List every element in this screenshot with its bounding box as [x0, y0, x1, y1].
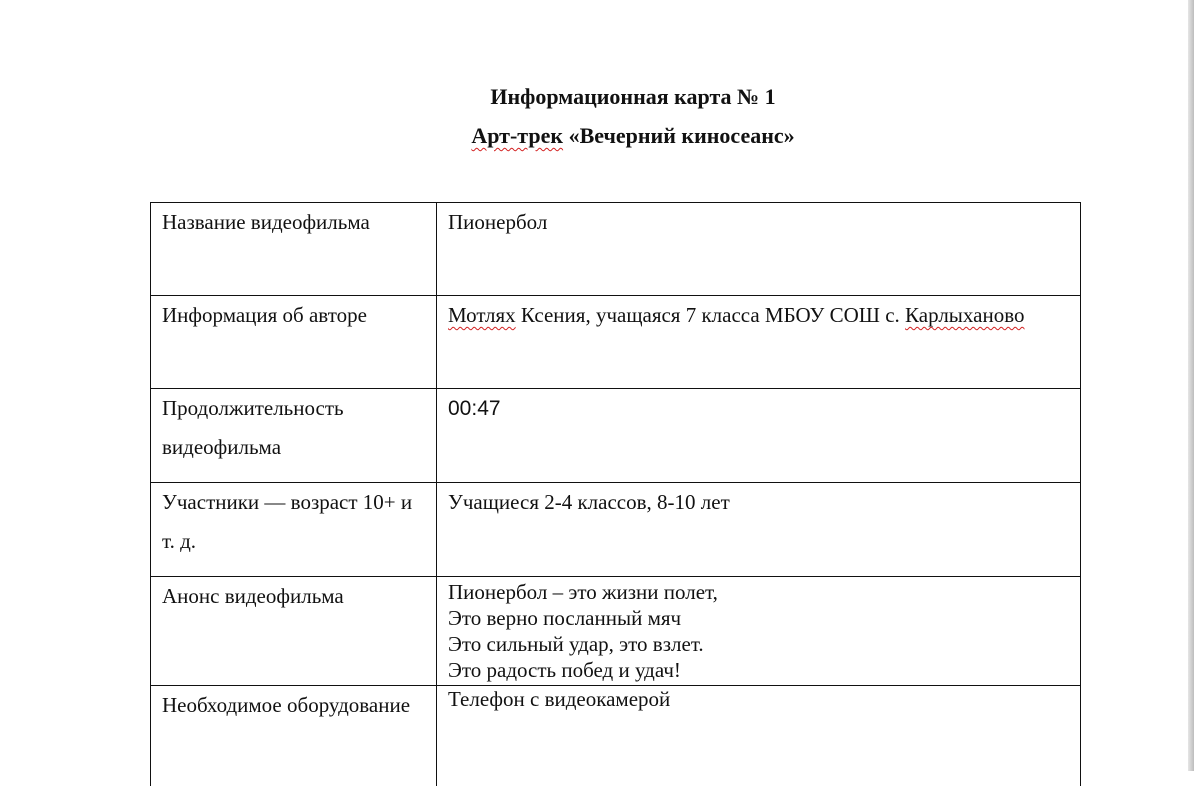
row-label: Участники — возраст 10+ и т. д. [151, 483, 437, 577]
table-row [151, 389, 1081, 483]
row-label: Необходимое оборудование [151, 686, 437, 786]
announce-line: Это верно посланный мяч [448, 605, 1070, 631]
row-value [437, 296, 1081, 389]
row-value: Телефон с видеокамерой [437, 686, 1081, 786]
announce-line: Это радость побед и удач! [448, 657, 1070, 683]
spellcheck-word: Карлыханово [905, 303, 1024, 327]
subtitle-text: «Вечерний киносеанс» [563, 123, 795, 148]
announce-line: Это сильный удар, это взлет. [448, 631, 1070, 657]
announce-line: Пионербол – это жизни полет, [448, 579, 1070, 605]
row-label: Информация об автоpе [151, 296, 437, 389]
table-row [151, 203, 1081, 296]
document-title: Информационная карта № 1 [0, 84, 1194, 110]
value-text: Ксения, учащаяся 7 класса МБОУ СОШ с. [516, 303, 905, 327]
row-value [437, 577, 1081, 686]
spellcheck-word: Арт-трек [471, 123, 563, 148]
row-value: Учащиеся 2-4 классов, 8-10 лет [437, 483, 1081, 577]
document-subtitle [0, 123, 1194, 149]
row-value: Пионербол [437, 203, 1081, 296]
table-row [151, 483, 1081, 577]
row-label: Продолжительность видеофильма [151, 389, 437, 483]
spellcheck-word: Мотлях [448, 303, 516, 327]
row-label: Название видеофильма [151, 203, 437, 296]
row-value: 00:47 [437, 389, 1081, 483]
page-edge-shadow [1188, 0, 1194, 771]
table-row [151, 577, 1081, 686]
row-label: Анонс видеофильма [151, 577, 437, 686]
table-row [151, 296, 1081, 389]
info-table [150, 202, 1081, 786]
